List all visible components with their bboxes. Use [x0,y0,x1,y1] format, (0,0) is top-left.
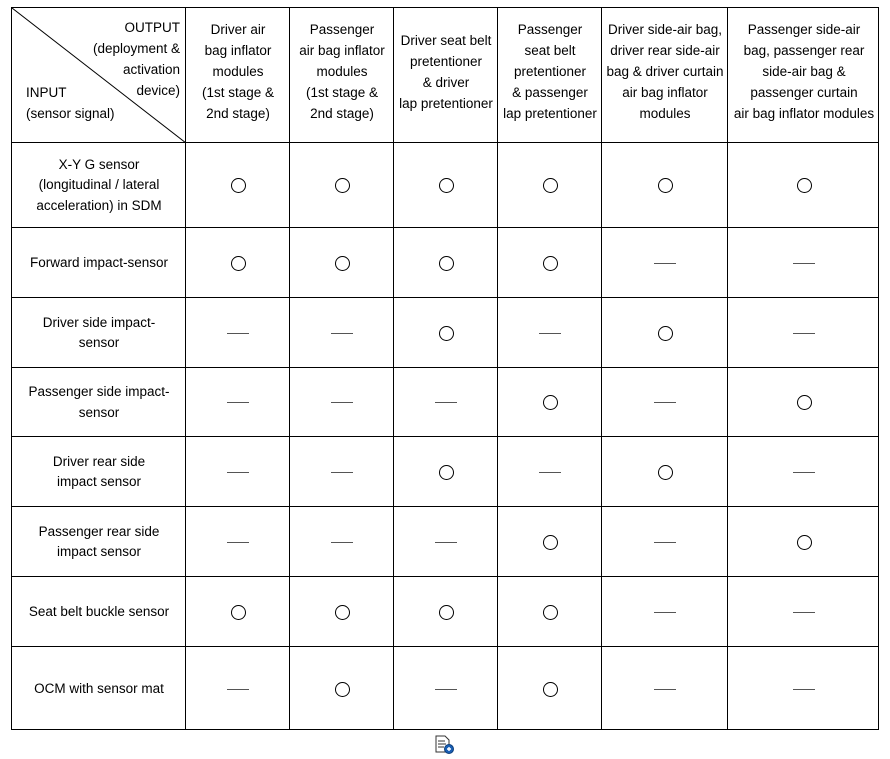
table-cell [186,647,290,731]
text-line: pretentioner [513,64,587,79]
table-cell [728,228,880,298]
dash-icon [227,542,249,543]
row-label [12,143,186,228]
circle-icon [231,178,246,193]
dash-icon [539,333,561,334]
circle-icon [543,395,558,410]
circle-icon [335,256,350,271]
table-cell [498,368,602,437]
row-label [12,507,186,577]
text-line: activation [122,62,180,77]
table-cell [290,437,394,507]
circle-icon [439,256,454,271]
table-cell [728,368,880,437]
table-cell [394,437,498,507]
dash-icon [331,402,353,403]
circle-icon [439,605,454,620]
table-cell [186,437,290,507]
text-line: sensor [78,404,120,420]
column-header [186,19,290,124]
text-line: Passenger side impact- [28,384,170,399]
table-cell [290,368,394,437]
table-cell [186,298,290,368]
text-line: side-air bag & [762,64,846,79]
row-label-text [39,522,160,563]
table-cell [290,647,394,731]
circle-icon [335,605,350,620]
text-line: air bag inflator [622,85,708,100]
text-line: Driver seat belt [400,33,492,48]
table-cell [186,368,290,437]
table-cell [602,507,728,577]
table-cell [290,577,394,647]
row-label [12,368,186,437]
row-label-text [43,313,156,354]
table-cell [394,368,498,437]
table-cell [498,647,602,731]
text-line: (1st stage & [201,85,275,100]
row-label-text [30,253,168,274]
text-line: (1st stage & [305,85,379,100]
table-cell [498,507,602,577]
circle-icon [543,256,558,271]
text-line: Passenger [309,22,375,37]
text-line: lap pretentioner [399,96,493,111]
table-cell [186,577,290,647]
row-label-text [36,155,161,217]
table-cell [728,507,880,577]
circle-icon [797,178,812,193]
circle-icon [439,326,454,341]
table-cell [290,143,394,228]
table-cell [394,647,498,731]
column-header [498,19,602,124]
text-line: Seat belt buckle sensor [28,603,170,619]
table-cell [602,437,728,507]
table-cell [290,507,394,577]
dash-icon [435,689,457,690]
text-line: Driver side-air bag, [607,22,723,37]
row-label [12,298,186,368]
dash-icon [793,472,815,473]
dash-icon [435,402,457,403]
text-line: Driver side impact- [42,314,156,330]
dash-icon [654,689,676,690]
text-line: Forward impact-sensor [29,254,169,270]
dash-icon [227,689,249,690]
table-cell [602,228,728,298]
table-cell [602,368,728,437]
text-line: Driver air [210,22,266,37]
table-cell [498,577,602,647]
text-line: bag inflator [204,43,272,58]
text-line: (longitudinal / lateral [38,177,160,193]
text-line: OCM with sensor mat [34,680,164,696]
dash-icon [793,612,815,613]
text-line: & driver [422,75,470,90]
row-label-text [28,382,169,423]
corner-input-label [26,82,115,124]
text-line: Passenger rear side [38,523,160,539]
circle-icon [543,178,558,193]
table-cell [394,507,498,577]
table-cell [290,298,394,368]
circle-icon [658,326,673,341]
text-line: (deployment & [92,41,180,56]
dash-icon [654,612,676,613]
text-line: 2nd stage) [310,106,374,121]
table-cell [290,228,394,298]
sensor-output-table [11,7,879,730]
dash-icon [331,542,353,543]
table-cell [498,143,602,228]
text-line: Driver rear side [52,453,146,469]
row-label [12,228,186,298]
circle-icon [658,465,673,480]
text-line: X-Y G sensor [58,156,140,172]
table-cell [498,228,602,298]
row-label-text [29,602,169,623]
table-cell [394,228,498,298]
dash-icon [227,402,249,403]
table-cell [498,298,602,368]
text-line: impact sensor [56,544,142,559]
text-line: sensor [78,335,120,350]
table-cell [728,577,880,647]
dash-icon [654,402,676,403]
circle-icon [439,178,454,193]
circle-icon [439,465,454,480]
text-line: & passenger [512,85,588,100]
column-header [728,19,880,124]
text-line: acceleration) in SDM [36,197,162,213]
text-line: bag & driver curtain [606,64,724,79]
table-cell [498,437,602,507]
dash-icon [793,689,815,690]
table-cell [186,507,290,577]
row-label-text [53,452,145,493]
text-line: air bag inflator modules [733,106,875,121]
table-cell [728,298,880,368]
row-label-text [34,679,164,700]
text-line: (sensor signal) [26,106,115,121]
text-line: Passenger side-air [747,22,861,37]
text-line: device) [136,83,180,98]
text-line: modules [316,64,368,79]
text-line: OUTPUT [124,20,180,35]
text-line: Passenger [517,22,583,37]
dash-icon [793,263,815,264]
circle-icon [335,178,350,193]
table-cell [394,577,498,647]
text-line: INPUT [26,85,67,100]
row-label [12,647,186,731]
circle-icon [658,178,673,193]
dash-icon [331,333,353,334]
table-cell [602,647,728,731]
column-header [394,30,498,114]
table-cell [394,143,498,228]
dash-icon [539,472,561,473]
circle-icon [231,256,246,271]
table-cell [728,437,880,507]
row-label [12,577,186,647]
dash-icon [435,542,457,543]
table-cell [728,647,880,731]
table-cell [602,298,728,368]
text-line: impact sensor [56,474,142,489]
document-link-icon[interactable] [434,735,458,754]
row-label [12,437,186,507]
text-line: seat belt [524,43,576,58]
dash-icon [654,263,676,264]
circle-icon [543,535,558,550]
text-line: modules [639,106,691,121]
table-cell [728,143,880,228]
text-line: pretentioner [409,54,483,69]
table-cell [186,228,290,298]
table-cell [186,143,290,228]
table-cell [602,143,728,228]
circle-icon [543,682,558,697]
text-line: 2nd stage) [206,106,270,121]
text-line: passenger curtain [750,85,858,100]
text-line: lap pretentioner [503,106,597,121]
table-cell [394,298,498,368]
text-line: bag, passenger rear [743,43,865,58]
circle-icon [543,605,558,620]
text-line: air bag inflator [299,43,385,58]
circle-icon [797,395,812,410]
dash-icon [227,472,249,473]
circle-icon [231,605,246,620]
dash-icon [227,333,249,334]
column-header [290,19,394,124]
column-header [602,19,728,124]
circle-icon [335,682,350,697]
table-cell [602,577,728,647]
dash-icon [331,472,353,473]
text-line: driver rear side-air [610,43,720,58]
dash-icon [654,542,676,543]
circle-icon [797,535,812,550]
dash-icon [793,333,815,334]
text-line: modules [212,64,264,79]
